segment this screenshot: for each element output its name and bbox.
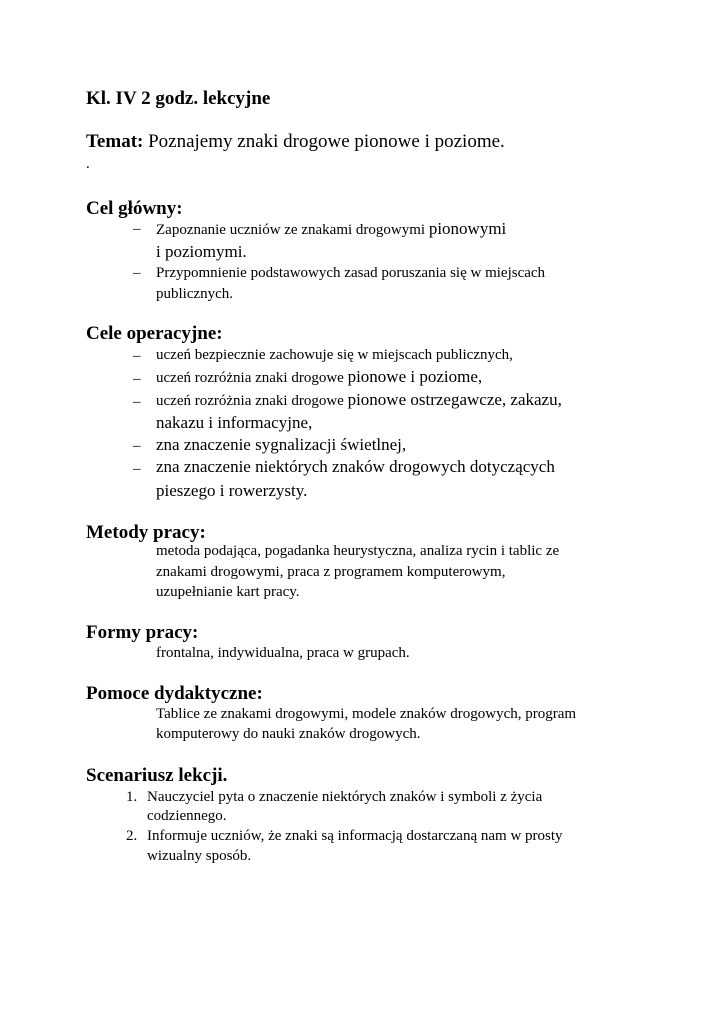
scenario-heading: Scenariusz lekcji. [86, 765, 228, 786]
main-goal-item-1-large: pionowymi [428, 219, 507, 238]
operational-goal-1: uczeń bezpiecznie zachowuje się w miejscach publicznych, [156, 347, 513, 363]
bullet-dash: – [133, 394, 141, 410]
aids-line: Tablice ze znakami drogowymi, modele znaków drogowych, program [156, 706, 577, 722]
scenario-item-2-line1: Informuje uczniów, że znaki są informacją dostarczaną nam w prosty [147, 828, 563, 844]
scenario-item-number: 1. [126, 789, 138, 805]
topic-label: Temat: [86, 131, 144, 152]
operational-goal-3-cont: nakazu i informacyjne, [156, 413, 313, 432]
bullet-dash: – [133, 461, 141, 477]
main-goal-item-1 [156, 219, 506, 239]
bullet-dash: – [133, 221, 141, 237]
methods-heading: Metody pracy: [86, 522, 206, 543]
operational-goal-2 [156, 367, 482, 387]
operational-goal-3-small: uczeń rozróżnia znaki drogowe [156, 393, 348, 409]
topic-text: Poznajemy znaki drogowe pionowe i poziome. [148, 131, 505, 152]
methods-line: metoda podająca, pogadanka heurystyczna, analiza rycin i tablic ze [156, 543, 560, 559]
methods-line: uzupełnianie kart pracy. [156, 584, 300, 600]
operational-goal-5-cont: pieszego i rowerzysty. [156, 481, 308, 500]
methods-line: znakami drogowymi, praca z programem komputerowym, [156, 564, 506, 580]
operational-goal-2-large: pionowe i poziome, [347, 367, 483, 386]
operational-goal-3-large: pionowe ostrzegawcze, zakazu, [347, 390, 562, 409]
bullet-dash: – [133, 348, 141, 364]
scenario-item-2-line2: wizualny sposób. [147, 848, 252, 864]
aids-line: komputerowy do nauki znaków drogowych. [156, 726, 421, 742]
scenario-item-1-line2: codziennego. [147, 808, 227, 824]
main-goal-item-2-line2: publicznych. [156, 286, 234, 302]
main-goal-item-1-cont: i poziomymi. [156, 242, 247, 261]
operational-goal-2-small: uczeń rozróżnia znaki drogowe [156, 370, 348, 386]
bullet-dash: – [133, 438, 141, 454]
scenario-item-number: 2. [126, 828, 138, 844]
forms-line: frontalna, indywidualna, praca w grupach. [156, 645, 410, 661]
main-goal-heading: Cel główny: [86, 198, 183, 219]
bullet-dash: – [133, 371, 141, 387]
aids-heading: Pomoce dydaktyczne: [86, 683, 263, 704]
main-goal-item-2-line1: Przypomnienie podstawowych zasad poruszania się w miejscach [156, 265, 546, 281]
main-goal-item-1-small: Zapoznanie uczniów ze znakami drogowymi [156, 222, 429, 238]
scenario-item-1-line1: Nauczyciel pyta o znaczenie niektórych znaków i symboli z życia [147, 789, 543, 805]
operational-goal-4: zna znaczenie sygnalizacji świetlnej, [156, 435, 407, 454]
operational-goal-3 [156, 390, 562, 410]
operational-goal-5: zna znaczenie niektórych znaków drogowych dotyczących [156, 457, 555, 476]
topic-dot: . [86, 156, 90, 172]
forms-heading: Formy pracy: [86, 622, 199, 643]
bullet-dash: – [133, 265, 141, 281]
class-info: Kl. IV 2 godz. lekcyjne [86, 88, 271, 109]
topic-line [86, 131, 505, 153]
operational-goals-heading: Cele operacyjne: [86, 323, 223, 344]
